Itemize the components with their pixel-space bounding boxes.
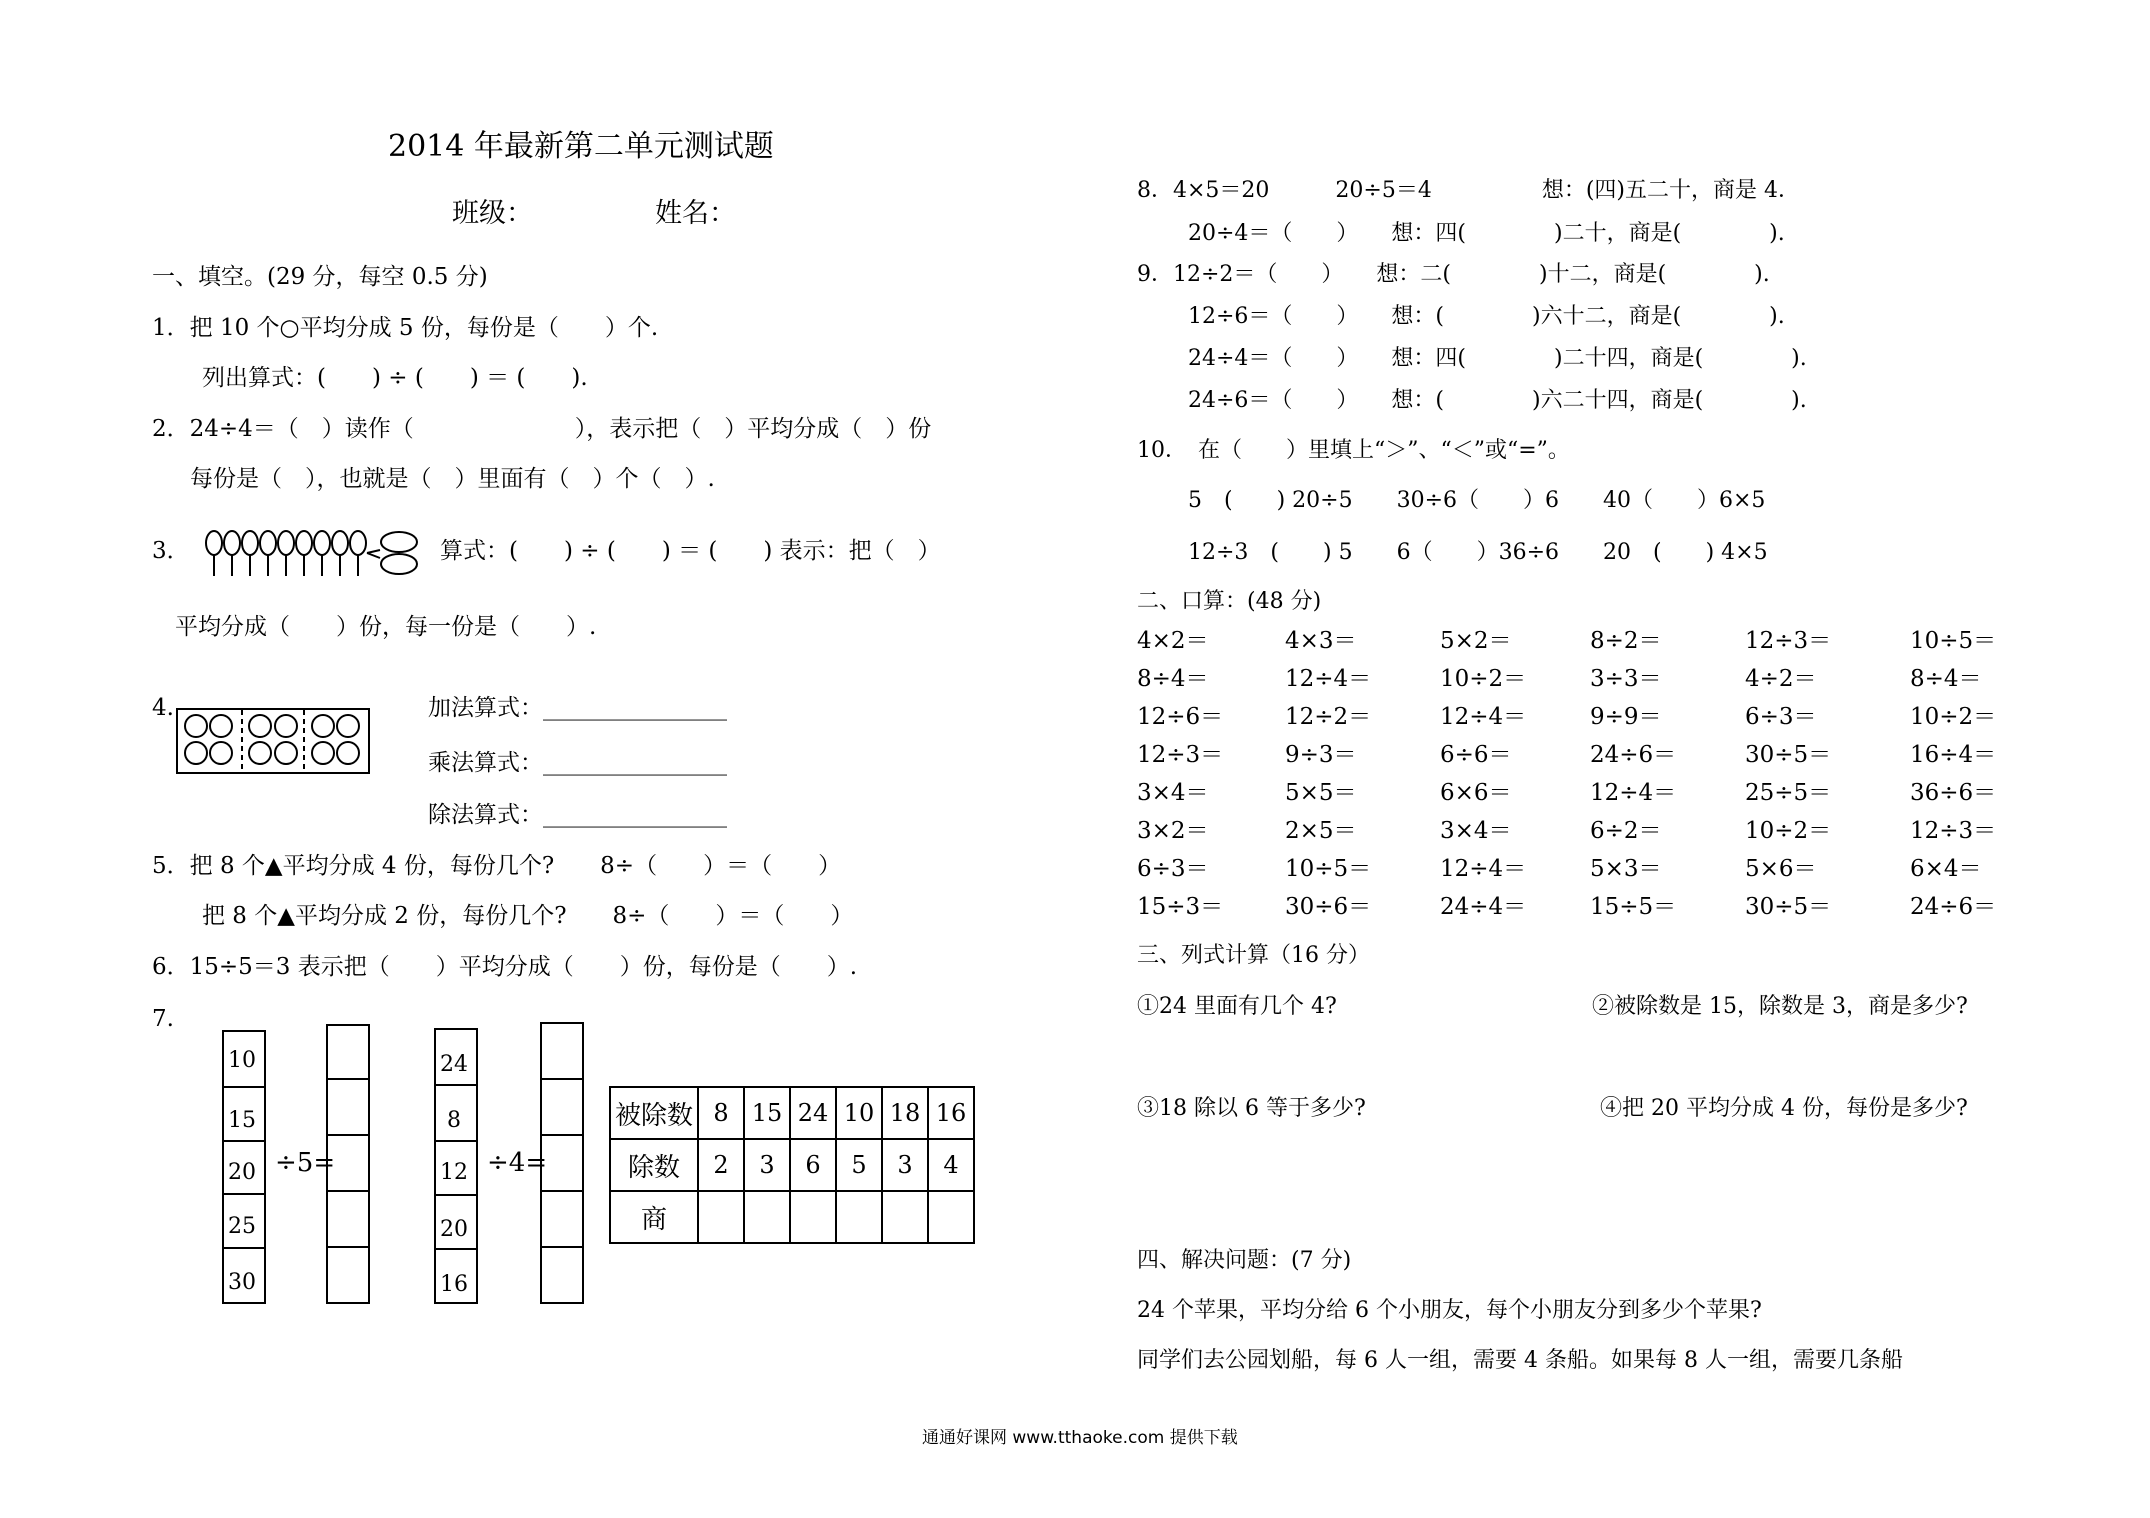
table-cell: 16: [928, 1087, 974, 1139]
oral-calc-item: 6×6＝: [1440, 780, 1512, 806]
section2-heading: 二、口算：(48 分): [1137, 589, 1322, 614]
table-header-cell: 除数: [610, 1139, 698, 1191]
q8-line2: 20÷4＝（ ） 想：四( )二十，商是( ).: [1188, 221, 1785, 246]
table-cell: 10: [836, 1087, 882, 1139]
oral-calc-item: 6÷3＝: [1745, 704, 1817, 730]
s3-question-1: ①24 里面有几个 4?: [1137, 994, 1337, 1019]
oral-calc-item: 10÷2＝: [1745, 818, 1832, 844]
q2-line1: 2．24÷4＝（ ）读作（ ），表示把（ ）平均分成（ ）份: [152, 416, 932, 442]
oral-calc-item: 12÷3＝: [1137, 742, 1224, 768]
q4-div: 除法算式：________________: [428, 802, 727, 828]
q9-line3: 24÷4＝（ ） 想：四( )二十四，商是( ).: [1188, 346, 1807, 371]
table-cell: 8: [698, 1087, 744, 1139]
q8-line1: 8．4×5＝20 20÷5＝4 想：(四)五二十，商是 4．: [1137, 178, 1800, 203]
oral-calc-item: 8÷4＝: [1910, 666, 1982, 692]
q9-line1: 9．12÷2＝（ ） 想：二( )十二，商是( ).: [1137, 262, 1770, 287]
oral-calc-item: 12÷6＝: [1137, 704, 1224, 730]
oral-calc-item: 9÷3＝: [1285, 742, 1357, 768]
table-header-cell: 商: [610, 1191, 698, 1243]
oral-calc-item: 24÷6＝: [1590, 742, 1677, 768]
oral-calc-item: 10÷5＝: [1285, 856, 1372, 882]
table-cell: 15: [744, 1087, 790, 1139]
table-cell: 24: [790, 1087, 836, 1139]
q9-line4: 24÷6＝（ ） 想：( )六二十四，商是( ).: [1188, 388, 1807, 413]
q3-label: 3．: [152, 538, 190, 564]
table-row: [610, 1087, 974, 1139]
section3-heading: 三、列式计算（16 分）: [1137, 943, 1370, 968]
circles-grid-figure: [176, 708, 370, 774]
q2-line2: 每份是（ ），也就是（ ）里面有（ ）个（ ）.: [190, 466, 715, 492]
q7-label: 7.: [152, 1006, 174, 1032]
q3-text: 算式：( ) ÷ ( ) ＝ ( ) 表示：把（ ）: [440, 538, 941, 564]
s3-question-2: ②被除数是 15，除数是 3，商是多少?: [1592, 994, 1968, 1019]
oral-calc-item: 6÷2＝: [1590, 818, 1662, 844]
q7-col1-cell: 20: [228, 1160, 256, 1185]
q4-add: 加法算式：________________: [428, 695, 727, 721]
q10-line1: 10． 在（ ）里填上“＞”、“＜”或“=”。: [1137, 438, 1570, 463]
oral-calc-item: 3×4＝: [1137, 780, 1209, 806]
oral-calc-item: 9÷9＝: [1590, 704, 1662, 730]
table-header-cell: 被除数: [610, 1087, 698, 1139]
table-cell: 3: [744, 1139, 790, 1191]
oral-calc-item: 3×4＝: [1440, 818, 1512, 844]
oral-calc-item: 24÷4＝: [1440, 894, 1527, 920]
oral-calc-item: 30÷5＝: [1745, 742, 1832, 768]
section1-heading: 一、填空。(29 分，每空 0.5 分): [152, 264, 488, 290]
oral-calc-item: 24÷6＝: [1910, 894, 1997, 920]
q4-mul: 乘法算式：________________: [428, 750, 727, 776]
table-answer-cell: [882, 1191, 928, 1243]
oral-calc-item: 15÷5＝: [1590, 894, 1677, 920]
table-cell: 5: [836, 1139, 882, 1191]
table-answer-cell: [698, 1191, 744, 1243]
oral-calc-item: 10÷2＝: [1440, 666, 1527, 692]
oral-calc-item: 3÷3＝: [1590, 666, 1662, 692]
oral-calc-item: 4×2＝: [1137, 628, 1209, 654]
oral-calc-item: 16÷4＝: [1910, 742, 1997, 768]
oral-calc-item: 4×3＝: [1285, 628, 1357, 654]
s4-problem-1: 24 个苹果，平均分给 6 个小朋友，每个小朋友分到多少个苹果?: [1137, 1298, 1762, 1323]
oral-calc-item: 6×4＝: [1910, 856, 1982, 882]
oral-calc-item: 8÷4＝: [1137, 666, 1209, 692]
oral-calc-item: 12÷4＝: [1440, 856, 1527, 882]
page-title: 2014 年最新第二单元测试题: [388, 129, 774, 164]
table-cell: 4: [928, 1139, 974, 1191]
s3-question-3: ③18 除以 6 等于多少?: [1137, 1096, 1366, 1121]
table-cell: 18: [882, 1087, 928, 1139]
class-label: 班级：: [452, 198, 533, 229]
oral-calc-item: 5×5＝: [1285, 780, 1357, 806]
oral-calc-item: 10÷2＝: [1910, 704, 1997, 730]
oral-calc-item: 12÷4＝: [1440, 704, 1527, 730]
oral-calc-item: 12÷4＝: [1590, 780, 1677, 806]
q4-label: 4.: [152, 695, 174, 721]
oral-calc-item: 15÷3＝: [1137, 894, 1224, 920]
q10-line2: 5 ( ) 20÷5 30÷6（ ）6 40（ ）6×5: [1188, 488, 1766, 513]
q7-col2-cell: 8: [447, 1108, 461, 1133]
table-answer-cell: [928, 1191, 974, 1243]
q7-answer-column1: [326, 1024, 370, 1304]
table-cell: 2: [698, 1139, 744, 1191]
table-answer-cell: [790, 1191, 836, 1243]
q7-op1: ÷5=: [275, 1148, 336, 1178]
q7-col2-cell: 24: [440, 1052, 468, 1077]
oral-calc-item: 10÷5＝: [1910, 628, 1997, 654]
q6: 6．15÷5＝3 表示把（ ）平均分成（ ）份，每份是（ ）.: [152, 954, 858, 980]
oral-calc-item: 12÷2＝: [1285, 704, 1372, 730]
oral-calc-item: 5×3＝: [1590, 856, 1662, 882]
oral-calc-item: 36÷6＝: [1910, 780, 1997, 806]
q10-line3: 12÷3 ( ) 5 6（ ）36÷6 20 ( ) 4×5: [1188, 540, 1768, 565]
oral-calc-item: 12÷3＝: [1910, 818, 1997, 844]
oral-calc-item: 5×6＝: [1745, 856, 1817, 882]
q7-col2-cell: 16: [440, 1272, 468, 1297]
table-answer-cell: [744, 1191, 790, 1243]
q3-line2: 平均分成（ ）份，每一份是（ ）.: [175, 614, 597, 640]
oral-calc-item: 6÷6＝: [1440, 742, 1512, 768]
q7-col1-cell: 15: [228, 1108, 256, 1133]
oral-calc-item: 2×5＝: [1285, 818, 1357, 844]
oral-calc-item: 3×2＝: [1137, 818, 1209, 844]
table-cell: 6: [790, 1139, 836, 1191]
q7-col1-cell: 30: [228, 1270, 256, 1295]
q7-col2-cell: 12: [440, 1160, 468, 1185]
q9-line2: 12÷6＝（ ） 想：( )六十二，商是( ).: [1188, 304, 1785, 329]
s4-problem-2: 同学们去公园划船，每 6 人一组，需要 4 条船。如果每 8 人一组，需要几条船: [1137, 1348, 1903, 1373]
oral-calc-item: 8÷2＝: [1590, 628, 1662, 654]
q7-col1-cell: 25: [228, 1214, 256, 1239]
oral-calc-item: 6÷3＝: [1137, 856, 1209, 882]
q7-division-table: [609, 1086, 975, 1244]
oral-calc-item: 30÷5＝: [1745, 894, 1832, 920]
oral-calc-item: 5×2＝: [1440, 628, 1512, 654]
q7-answer-column2: [540, 1022, 584, 1304]
q7-col2-cell: 20: [440, 1217, 468, 1242]
q7-op2: ÷4=: [487, 1148, 548, 1178]
oral-calc-item: 4÷2＝: [1745, 666, 1817, 692]
q1-line2: 列出算式：( ) ÷ ( ) ＝ ( ).: [202, 365, 588, 391]
table-row: [610, 1139, 974, 1191]
footer-source: 通通好课网 www.tthaoke.com 提供下载: [922, 1428, 1238, 1448]
oral-calc-item: 12÷3＝: [1745, 628, 1832, 654]
name-label: 姓名：: [655, 198, 736, 229]
table-cell: 3: [882, 1139, 928, 1191]
oral-calc-item: 12÷4＝: [1285, 666, 1372, 692]
table-row: [610, 1191, 974, 1243]
oral-calc-item: 30÷6＝: [1285, 894, 1372, 920]
table-answer-cell: [836, 1191, 882, 1243]
q1-line1: 1．把 10 个○平均分成 5 份，每份是（ ）个.: [152, 315, 659, 341]
balloons-figure: [202, 528, 427, 580]
oral-calc-item: 25÷5＝: [1745, 780, 1832, 806]
q5-line1: 5．把 8 个▲平均分成 4 份，每份几个? 8÷（ ）＝（ ）: [152, 853, 842, 879]
section4-heading: 四、解决问题：(7 分): [1137, 1248, 1352, 1273]
s3-question-4: ④把 20 平均分成 4 份，每份是多少?: [1600, 1096, 1968, 1121]
q7-col1-cell: 10: [228, 1048, 256, 1073]
q5-line2: 把 8 个▲平均分成 2 份，每份几个? 8÷（ ）＝（ ）: [202, 903, 854, 929]
